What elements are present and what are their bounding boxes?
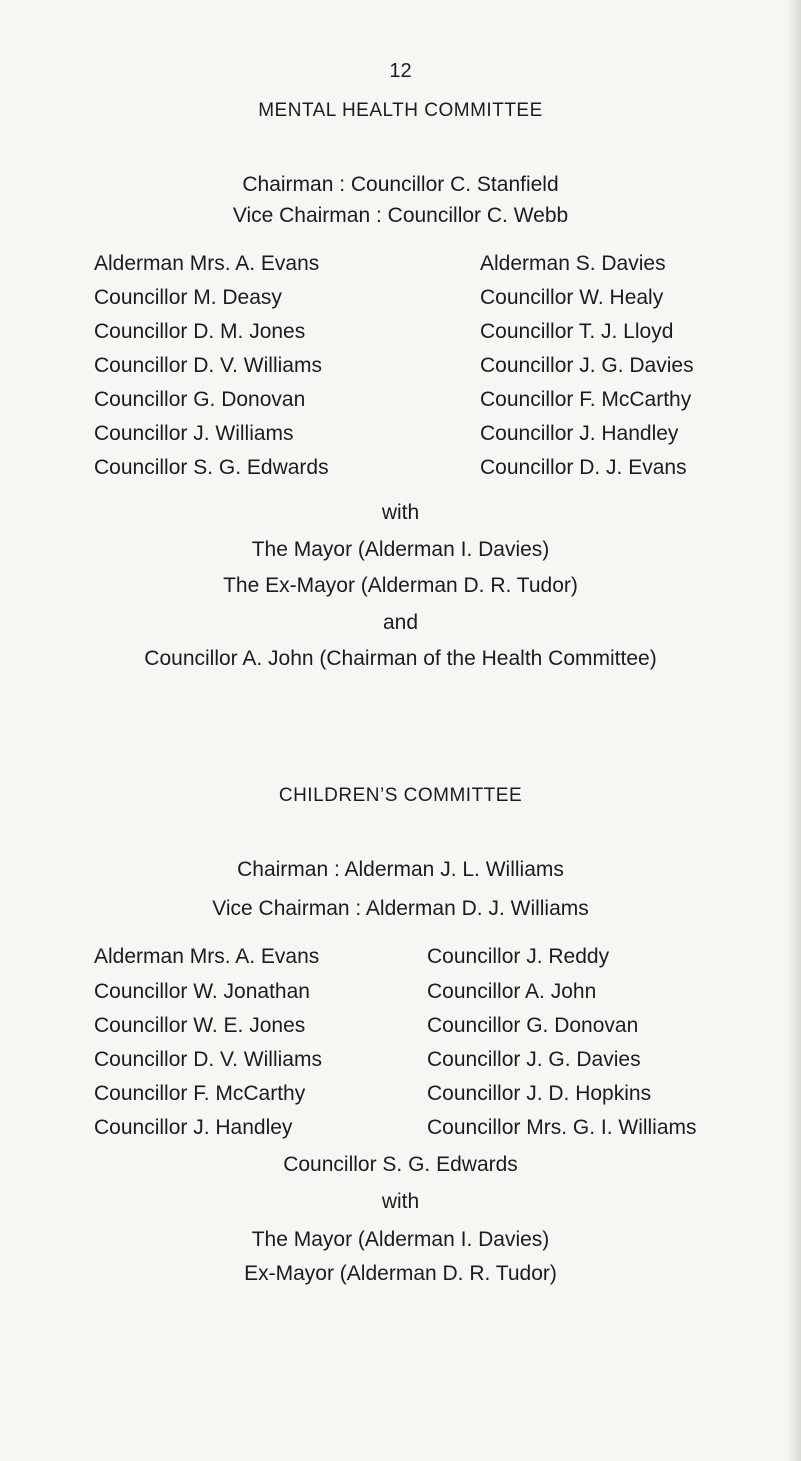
childrens-mayor: The Mayor (Alderman I. Davies)	[251, 1228, 550, 1251]
member-name: Councillor J. G. Davies	[427, 1048, 641, 1071]
member-name: Councillor J. D. Hopkins	[427, 1082, 652, 1105]
member-name: Councillor D. V. Williams	[94, 1048, 322, 1071]
mental-health-ex-mayor: The Ex-Mayor (Alderman D. R. Tudor)	[223, 574, 578, 597]
mental-health-vice-chairman: Vice Chairman : Councillor C. Webb	[232, 204, 569, 227]
mental-health-title: MENTAL HEALTH COMMITTEE	[258, 100, 543, 121]
member-name: Councillor D. J. Evans	[480, 456, 687, 479]
childrens-last-member: Councillor S. G. Edwards	[283, 1153, 518, 1176]
member-name: Councillor J. Handley	[480, 422, 679, 445]
childrens-ex-mayor: Ex-Mayor (Alderman D. R. Tudor)	[244, 1262, 557, 1285]
member-name: Councillor W. Jonathan	[94, 980, 310, 1003]
page-number: 12	[389, 60, 412, 82]
childrens-title: CHILDREN’S COMMITTEE	[278, 785, 523, 806]
member-name: Councillor W. Healy	[480, 286, 664, 309]
member-name: Councillor G. Donovan	[427, 1014, 639, 1037]
childrens-chairman: Chairman : Alderman J. L. Williams	[237, 858, 564, 881]
member-name: Councillor A. John	[427, 980, 597, 1003]
member-name: Councillor J. Williams	[94, 422, 294, 445]
member-name: Councillor F. McCarthy	[94, 1082, 306, 1105]
member-name: Councillor J. G. Davies	[480, 354, 694, 377]
mental-health-health-chair: Councillor A. John (Chairman of the Health Committee)	[144, 647, 657, 670]
member-name: Councillor S. G. Edwards	[94, 456, 329, 479]
member-name: Councillor F. McCarthy	[480, 388, 692, 411]
member-name: Councillor M. Deasy	[94, 286, 282, 309]
member-name: Alderman Mrs. A. Evans	[94, 945, 320, 968]
mental-health-with: with	[381, 501, 420, 524]
member-name: Councillor J. Reddy	[427, 945, 610, 968]
member-name: Councillor D. M. Jones	[94, 320, 306, 343]
member-name: Councillor W. E. Jones	[94, 1014, 306, 1037]
member-name: Councillor Mrs. G. I. Williams	[427, 1116, 697, 1139]
member-name: Councillor G. Donovan	[94, 388, 306, 411]
member-name: Councillor T. J. Lloyd	[480, 320, 674, 343]
member-name: Alderman S. Davies	[480, 252, 666, 275]
member-name: Councillor D. V. Williams	[94, 354, 322, 377]
mental-health-mayor: The Mayor (Alderman I. Davies)	[251, 538, 550, 561]
mental-health-and: and	[382, 611, 419, 634]
mental-health-chairman: Chairman : Councillor C. Stanfield	[242, 173, 559, 196]
childrens-with: with	[381, 1190, 420, 1213]
member-name: Alderman Mrs. A. Evans	[94, 252, 320, 275]
member-name: Councillor J. Handley	[94, 1116, 293, 1139]
childrens-vice-chairman: Vice Chairman : Alderman D. J. Williams	[212, 897, 589, 920]
